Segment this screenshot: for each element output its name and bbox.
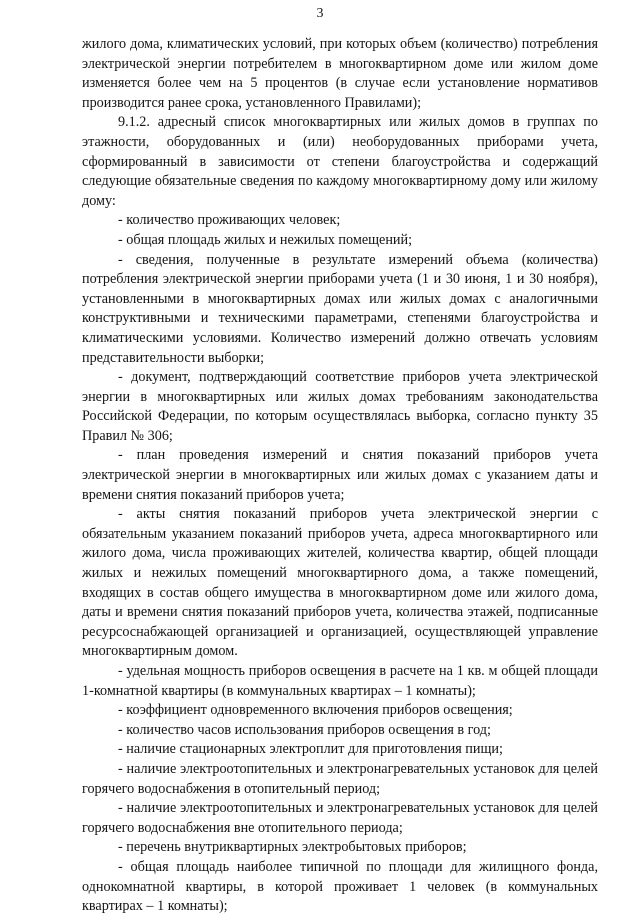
paragraph: 9.1.2. адресный список многоквартирных или жилых домов в группах по этажности, оборудованных и (или) необорудованных приборами учета, сформированный в зависимости от степени благоустройства и содержащий следующие обязательные сведения по каждому многоквартирному дому или жилому дому: [82, 114, 598, 209]
list-item: - общая площадь жилых и нежилых помещений; [118, 231, 413, 248]
list-item: - количество часов использования приборов освещения в год; [118, 721, 491, 738]
paragraph: жилого дома, климатических условий, при которых объем (количество) потребления электрической энергии потребителем в многоквартирном доме или жилом доме изменяется более чем на 5 процентов (в случае если установление нормативов производится ранее срока, установленного Правилами); [82, 36, 598, 111]
list-item: - наличие электроотопительных и электронагревательных установок для целей горячего водоснабжения в отопительный период; [82, 760, 598, 797]
list-item: - количество проживающих человек; [118, 212, 341, 229]
list-item: - наличие стационарных электроплит для приготовления пищи; [118, 741, 503, 758]
list-item: - перечень внутриквартирных электробытовых приборов; [118, 839, 467, 856]
list-item: - план проведения измерений и снятия показаний приборов учета электрической энергии в многоквартирных или жилых домах с указанием даты и времени снятия показаний приборов учета; [82, 447, 598, 503]
list-item: - сведения, полученные в результате измерений объема (количества) потребления электрической энергии приборами учета (1 и 30 июня, 1 и 30 ноября), установленными в многоквартирных домах или жилых домах с аналогичными конструктивными и техническими параметрами, степенями благоустройства и климатическими условиями. Количество измерений должно отвечать условиям представительности выборки; [82, 251, 598, 366]
list-item: - наличие электроотопительных и электронагревательных установок для целей горячего водоснабжения вне отопительного периода; [82, 800, 598, 836]
list-item: - общая площадь наиболее типичной по площади для жилищного фонда, однокомнатной квартиры, в которой проживает 1 человек (в коммунальных квартирах – 1 комнаты); [82, 858, 598, 915]
page-number: 3 [316, 6, 324, 21]
list-item: - коэффициент одновременного включения приборов освещения; [118, 702, 513, 719]
list-item: - акты снятия показаний приборов учета электрической энергии с обязательным указанием показаний приборов учета, адреса многоквартирного или жилого дома, числа проживающих жителей, количества квартир, общей площади жилых и нежилых помещений многоквартирного дома, а также помещений, входящих в состав общего имущества в многоквартирном доме или жилого дома, даты и времени снятия показаний приборов учета, количества этажей, подписанные ресурсоснабжающей организацией и организацией, осуществляющей управление многоквартирным домом. [82, 506, 598, 660]
list-item: - документ, подтверждающий соответствие приборов учета электрической энергии в многоквартирных или жилых домах требованиям законодательства Российской Федерации, по которым осуществлялась выборка, согласно пункту 35 Правил № 306; [82, 369, 598, 444]
document-body [82, 35, 598, 917]
list-item: - удельная мощность приборов освещения в расчете на 1 кв. м общей площади 1-комнатной квартиры (в коммунальных квартирах – 1 комнаты); [82, 663, 598, 699]
